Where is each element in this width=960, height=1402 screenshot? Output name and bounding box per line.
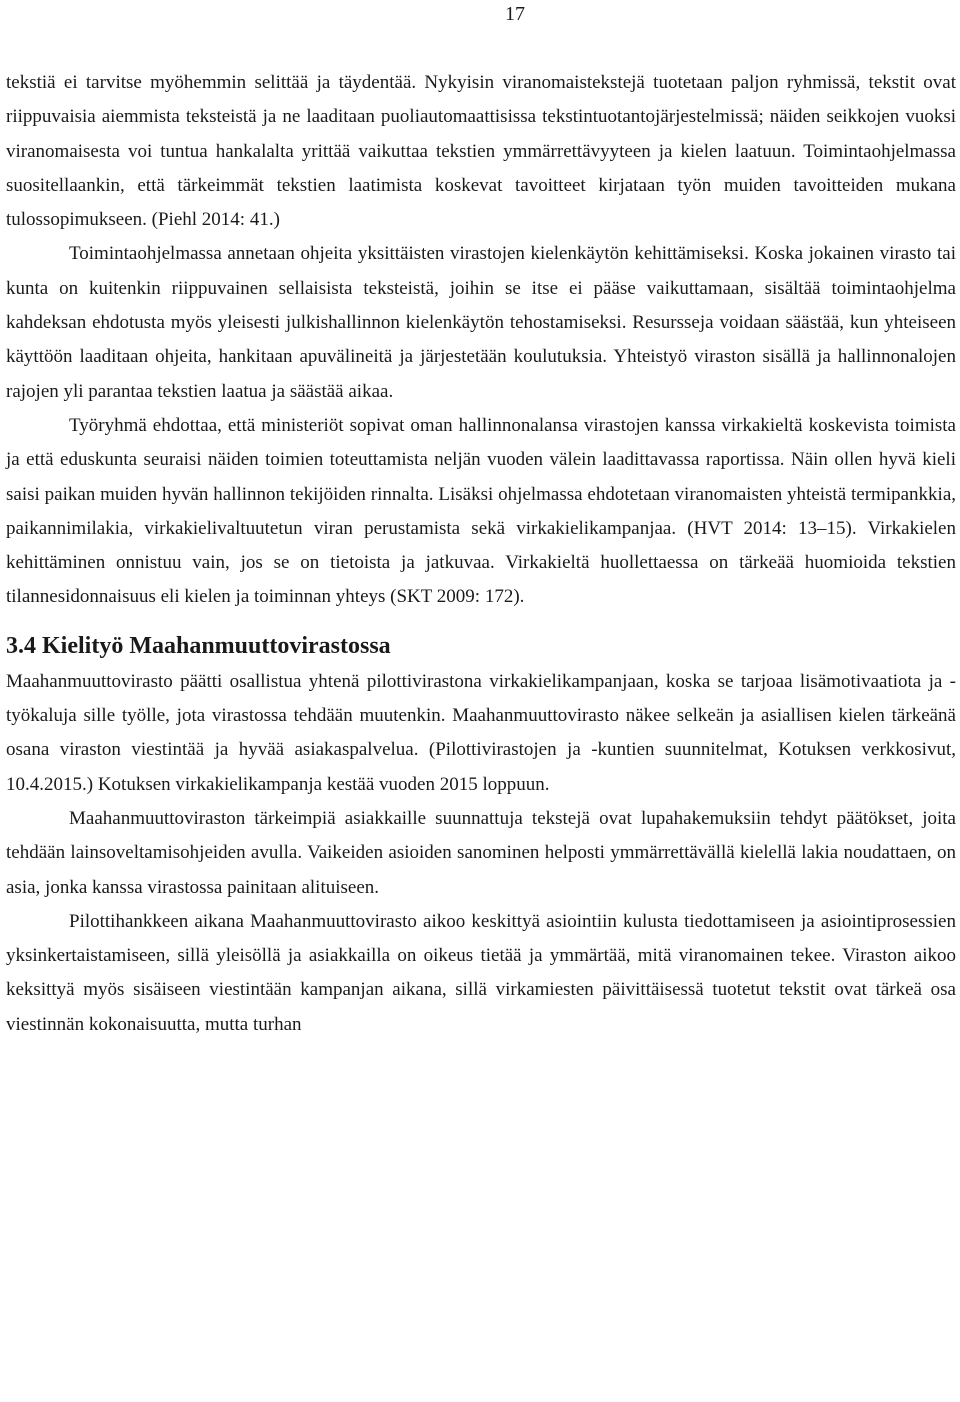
page-number: 17: [505, 3, 525, 25]
section-heading: 3.4 Kielityö Maahanmuuttovirastossa: [6, 632, 391, 659]
paragraph-1: tekstiä ei tarvitse myöhemmin selittää ja täydentää. Nykyisin viranomaistekstejä tuotetaan paljon ryhmissä, tekstit ovat riippuvaisia aiemmista teksteistä ja ne laaditaan puoliautomaattisissa tekstintuotantojärjestelmissä; näiden seikkojen vuoksi viranomaisesta voi tuntua hankalalta yrittää vaikuttaa tekstien ymmärrettävyyteen ja kielen laatuun. Toimintaohjelmassa suositellaankin, että tärkeimmät tekstien laatimista koskevat tavoitteet kirjataan työn muiden tavoitteiden mukana tulossopimukseen. (Piehl 2014: 41.): [6, 72, 956, 231]
paragraph-6: Pilottihankkeen aikana Maahanmuuttovirasto aikoo keskittyä asiointiin kulusta tiedottamiseen ja asiointiprosessien yksinkertaistamiseen, sillä yleisöllä ja asiakkailla on oikeus tietää ja ymmärtää, mitä viranomainen tekee. Viraston aikoo keksittyä myös sisäiseen viestintään kampanjan aikana, sillä virkamiesten päivittäisessä tuotetut tekstit ovat tärkeä osa viestinnän kokonaisuutta, mutta turhan: [6, 910, 956, 1035]
paragraph-4: Maahanmuuttovirasto päätti osallistua yhtenä pilottivirastona virkakielikampanjaan, koska se tarjoaa lisämotivaatiota ja -työkaluja sille työlle, jota virastossa tehdään muutenkin. Maahanmuuttovirasto näkee selkeän ja asiallisen kielen tärkeänä osana viraston viestintää ja hyvää asiakaspalvelua. (Pilottivirastojen ja -kuntien suunnitelmat, Kotuksen verkkosivut, 10.4.2015.) Kotuksen virkakielikampanja kestää vuoden 2015 loppuun.: [6, 670, 956, 795]
paragraph-5: Maahanmuuttoviraston tärkeimpiä asiakkaille suunnattuja tekstejä ovat lupahakemuksiin tehdyt päätökset, joita tehdään lainsoveltamisohjeiden avulla. Vaikeiden asioiden sanominen helposti ymmärrettävällä kielellä lakia noudattaen, on asia, jonka kanssa virastossa painitaan alituiseen.: [6, 807, 956, 898]
paragraph-2: Toimintaohjelmassa annetaan ohjeita yksittäisten virastojen kielenkäytön kehittämiseksi. Koska jokainen virasto tai kunta on kuitenkin riippuvainen sellaisista teksteistä, joihin se itse ei pääse vaikuttamaan, sisältää toimintaohjelma kahdeksan ehdotusta myös yleisesti julkishallinnon kielenkäytön tehostamiseksi. Resursseja voidaan säästää, kun yhteiseen käyttöön laaditaan ohjeita, hankitaan apuvälineitä ja järjestetään koulutuksia. Yhteistyö viraston sisällä ja hallinnonalojen rajojen yli parantaa tekstien laatua ja säästää aikaa.: [6, 243, 956, 402]
page-content: [6, 66, 956, 1042]
paragraph-3: Työryhmä ehdottaa, että ministeriöt sopivat oman hallinnonalansa virastojen kanssa virkakieltä koskevista toimista ja että eduskunta seuraisi näiden toimien toteuttamista neljän vuoden välein laadittavassa raportissa. Näin ollen hyvä kieli saisi paikan muiden hyvän hallinnon tekijöiden rinnalta. Lisäksi ohjelmassa ehdotetaan viranomaisten yhteistä termipankkia, paikannimilakia, virkakielivaltuutetun viran perustamista sekä virkakielikampanjaa. (HVT 2014: 13–15). Virkakielen kehittäminen onnistuu vain, jos se on tietoista ja jatkuvaa. Virkakieltä huollettaessa on tärkeää huomioida tekstien tilannesidonnaisuus eli kielen ja toiminnan yhteys (SKT 2009: 172).: [6, 414, 956, 608]
